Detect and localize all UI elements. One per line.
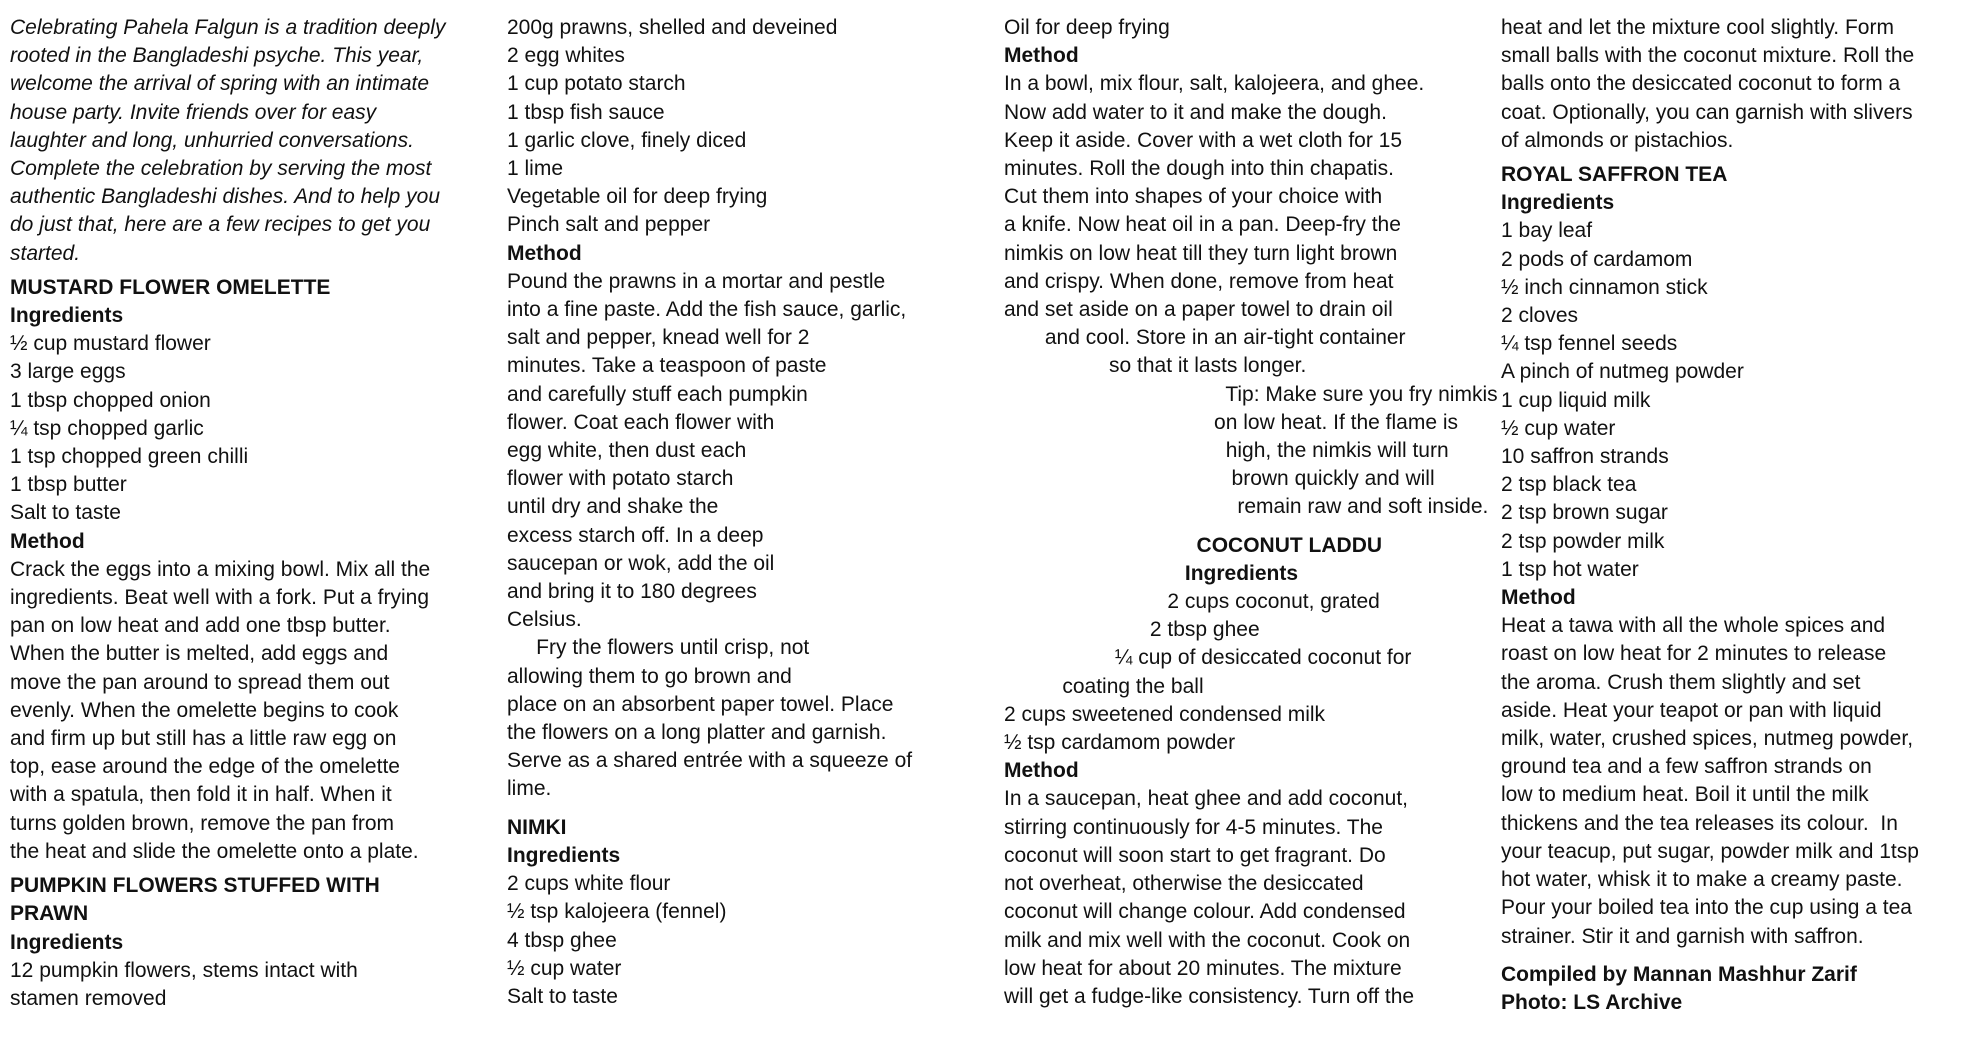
text-line: 1 tbsp butter	[10, 473, 127, 497]
text-line: In a bowl, mix flour, salt, kalojeera, and ghee.	[1004, 72, 1425, 96]
section-heading: PRAWN	[10, 902, 89, 926]
text-line: and firm up but still has a little raw egg on	[10, 727, 397, 751]
text-line: 2 tbsp ghee	[1004, 618, 1260, 642]
text-line: milk, water, crushed spices, nutmeg powder,	[1501, 727, 1914, 751]
intro-line: Complete the celebration by serving the most	[10, 157, 432, 181]
text-line: brown quickly and will	[1004, 467, 1435, 491]
text-line: Celsius.	[507, 608, 582, 632]
text-line: ingredients. Beat well with a fork. Put a frying	[10, 586, 430, 610]
section-heading: Method	[10, 529, 85, 553]
text-line: and crispy. When done, remove from heat	[1004, 269, 1394, 293]
text-line: Crack the eggs into a mixing bowl. Mix all the	[10, 557, 431, 581]
text-line: coconut will soon start to get fragrant. Do	[1004, 843, 1386, 867]
text-line: A pinch of nutmeg powder	[1501, 360, 1744, 384]
text-line: thickens and the tea releases its colour. In	[1501, 811, 1898, 835]
text-line: top, ease around the edge of the omelette	[10, 755, 400, 779]
text-line: a knife. Now heat oil in a pan. Deep-fry the	[1004, 213, 1401, 237]
text-line: Salt to taste	[10, 501, 121, 525]
intro-line: welcome the arrival of spring with an intimate	[10, 72, 430, 96]
text-line: and carefully stuff each pumpkin	[507, 382, 808, 406]
text-line: the aroma. Crush them slightly and set	[1501, 670, 1861, 694]
text-line: ½ inch cinnamon stick	[1501, 275, 1708, 299]
text-line: Pinch salt and pepper	[507, 213, 711, 237]
text-line: Tip: Make sure you fry nimkis	[1004, 382, 1498, 406]
text-line: ½ cup water	[507, 956, 622, 980]
text-line: evenly. When the omelette begins to cook	[10, 698, 399, 722]
text-line: low heat for about 20 minutes. The mixture	[1004, 956, 1402, 980]
section-heading: Ingredients	[1004, 561, 1299, 585]
intro-line: authentic Bangladeshi dishes. And to help you	[10, 185, 441, 209]
intro-line: do just that, here are a few recipes to get you	[10, 213, 431, 237]
text-line: 12 pumpkin flowers, stems intact with	[10, 958, 358, 982]
text-line: minutes. Roll the dough into thin chapatis.	[1004, 157, 1394, 181]
text-line: saucepan or wok, add the oil	[507, 551, 775, 575]
recipe-title: ROYAL SAFFRON TEA	[1501, 163, 1728, 187]
text-line: Keep it aside. Cover with a wet cloth for 15	[1004, 128, 1403, 152]
text-line: high, the nimkis will turn	[1004, 439, 1449, 463]
text-line: 2 cups coconut, grated	[1004, 590, 1380, 614]
text-line: Oil for deep frying	[1004, 16, 1170, 39]
recipe-title: MUSTARD FLOWER OMELETTE	[10, 275, 331, 299]
column-2	[507, 14, 947, 1011]
section-heading: Method	[507, 241, 582, 265]
text-line: 1 tbsp fish sauce	[507, 100, 665, 124]
text-line: your teacup, put sugar, powder milk and 1tsp	[1501, 839, 1919, 863]
text-line: will get a fudge-like consistency. Turn off the	[1004, 984, 1415, 1008]
text-line: excess starch off. In a deep	[507, 523, 764, 547]
text-line: In a saucepan, heat ghee and add coconut,	[1004, 787, 1408, 811]
text-line: minutes. Take a teaspoon of paste	[507, 354, 827, 378]
section-heading: Ingredients	[507, 843, 621, 867]
section-heading: Ingredients	[10, 930, 124, 954]
section-heading: Method	[1004, 44, 1079, 68]
text-line: 2 pods of cardamom	[1501, 247, 1693, 271]
section-heading: Ingredients	[1501, 191, 1615, 215]
intro-line: rooted in the Bangladeshi psyche. This year,	[10, 44, 424, 68]
text-line: 2 tsp brown sugar	[1501, 501, 1668, 525]
intro-line: started.	[10, 241, 81, 265]
text-line: and cool. Store in an air-tight container	[1004, 326, 1406, 350]
text-line: nimkis on low heat till they turn light brown	[1004, 241, 1398, 265]
text-line: remain raw and soft inside.	[1004, 495, 1489, 519]
text-line: Heat a tawa with all the whole spices and	[1501, 614, 1886, 638]
text-line: 3 large eggs	[10, 360, 126, 384]
section-heading: Ingredients	[10, 304, 124, 328]
credit-line: Photo: LS Archive	[1501, 990, 1683, 1014]
text-line: and set aside on a paper towel to drain oil	[1004, 298, 1393, 322]
text-line: Fry the flowers until crisp, not	[507, 636, 810, 660]
text-line: 1 tsp hot water	[1501, 557, 1639, 581]
text-line: on low heat. If the flame is	[1004, 410, 1459, 434]
text-line: 1 garlic clove, finely diced	[507, 128, 747, 152]
text-line: Now add water to it and make the dough.	[1004, 100, 1387, 124]
text-line: 1 cup liquid milk	[1501, 388, 1651, 412]
text-line: stirring continuously for 4-5 minutes. The	[1004, 815, 1383, 839]
text-line: 1 cup potato starch	[507, 72, 686, 96]
text-line: strainer. Stir it and garnish with saffron.	[1501, 924, 1864, 948]
column-1	[10, 14, 450, 1013]
text-line: ¼ tsp fennel seeds	[1501, 332, 1678, 356]
text-line: Cut them into shapes of your choice with	[1004, 185, 1383, 209]
recipe-title: COCONUT LADDU	[1004, 533, 1383, 557]
text-line: not overheat, otherwise the desiccated	[1004, 872, 1364, 896]
column-4	[1501, 14, 1941, 1017]
text-line: 10 saffron strands	[1501, 445, 1669, 469]
text-line: pan on low heat and add one tbsp butter.	[10, 614, 391, 638]
text-line: milk and mix well with the coconut. Cook on	[1004, 928, 1411, 952]
text-line: move the pan around to spread them out	[10, 670, 390, 694]
text-line: balls onto the desiccated coconut to form a	[1501, 72, 1901, 96]
section-heading: Method	[1501, 586, 1576, 610]
text-line: Vegetable oil for deep frying	[507, 185, 768, 209]
text-line: coating the ball	[1004, 674, 1204, 698]
text-line: flower with potato starch	[507, 467, 734, 491]
text-line: and bring it to 180 degrees	[507, 580, 757, 604]
text-line: allowing them to go brown and	[507, 664, 792, 688]
text-line: 2 egg whites	[507, 44, 625, 68]
text-line: coat. Optionally, you can garnish with slivers	[1501, 100, 1913, 124]
text-line: Pour your boiled tea into the cup using a tea	[1501, 896, 1912, 920]
recipe-title: NIMKI	[507, 815, 567, 839]
section-heading: Method	[1004, 759, 1079, 783]
text-line: 1 tsp chopped green chilli	[10, 445, 249, 469]
text-line: ½ cup mustard flower	[10, 332, 211, 356]
text-line: flower. Coat each flower with	[507, 410, 775, 434]
recipe-title: PUMPKIN FLOWERS STUFFED WITH	[10, 874, 380, 898]
text-line: 1 lime	[507, 157, 564, 181]
text-line: aside. Heat your teapot or pan with liquid	[1501, 698, 1882, 722]
text-line: stamen removed	[10, 986, 167, 1010]
text-line: so that it lasts longer.	[1004, 354, 1307, 378]
text-line: 200g prawns, shelled and deveined	[507, 16, 838, 39]
text-line: 2 cloves	[1501, 304, 1579, 328]
text-line: ¼ tsp chopped garlic	[10, 416, 204, 440]
text-line: egg white, then dust each	[507, 439, 747, 463]
text-line: coconut will change colour. Add condensed	[1004, 900, 1406, 924]
intro-line: house party. Invite friends over for easy	[10, 100, 377, 124]
credit-line: Compiled by Mannan Mashhur Zarif	[1501, 962, 1857, 986]
text-line: 2 cups white flour	[507, 872, 671, 896]
text-line: 1 tbsp chopped onion	[10, 388, 211, 412]
intro-line: laughter and long, unhurried conversations.	[10, 128, 414, 152]
text-line: place on an absorbent paper towel. Place	[507, 692, 894, 716]
text-line: low to medium heat. Boil it until the milk	[1501, 783, 1869, 807]
text-line: 1 bay leaf	[1501, 219, 1593, 243]
text-line: 2 tsp black tea	[1501, 473, 1637, 497]
text-line: heat and let the mixture cool slightly. Form	[1501, 16, 1894, 39]
text-line: hot water, whisk it to make a creamy paste.	[1501, 868, 1903, 892]
text-line: turns golden brown, remove the pan from	[10, 811, 395, 835]
text-line: into a fine paste. Add the fish sauce, garlic,	[507, 298, 907, 322]
text-line: ½ tsp cardamom powder	[1004, 731, 1236, 755]
text-line: with a spatula, then fold it in half. When it	[10, 783, 392, 807]
text-line: small balls with the coconut mixture. Roll the	[1501, 44, 1915, 68]
text-line: ¼ cup of desiccated coconut for	[1004, 646, 1412, 670]
text-line: ½ tsp kalojeera (fennel)	[507, 900, 727, 924]
text-line: 4 tbsp ghee	[507, 928, 617, 952]
intro-line: Celebrating Pahela Falgun is a tradition deeply	[10, 16, 446, 39]
text-line: ½ cup water	[1501, 416, 1616, 440]
text-line: Salt to taste	[507, 984, 618, 1008]
text-line: Serve as a shared entrée with a squeeze of	[507, 749, 913, 773]
text-line: lime.	[507, 777, 552, 801]
text-line: 2 cups sweetened condensed milk	[1004, 702, 1326, 726]
text-line: the heat and slide the omelette onto a plate.	[10, 839, 419, 863]
text-line: Pound the prawns in a mortar and pestle	[507, 269, 886, 293]
text-line: 2 tsp powder milk	[1501, 529, 1665, 553]
column-3	[1004, 14, 1498, 1011]
text-line: until dry and shake the	[507, 495, 719, 519]
text-line: salt and pepper, knead well for 2	[507, 326, 810, 350]
text-line: roast on low heat for 2 minutes to release	[1501, 642, 1887, 666]
text-line: the flowers on a long platter and garnish.	[507, 721, 887, 745]
text-line: ground tea and a few saffron strands on	[1501, 755, 1872, 779]
text-line: When the butter is melted, add eggs and	[10, 642, 389, 666]
text-line: of almonds or pistachios.	[1501, 128, 1734, 152]
